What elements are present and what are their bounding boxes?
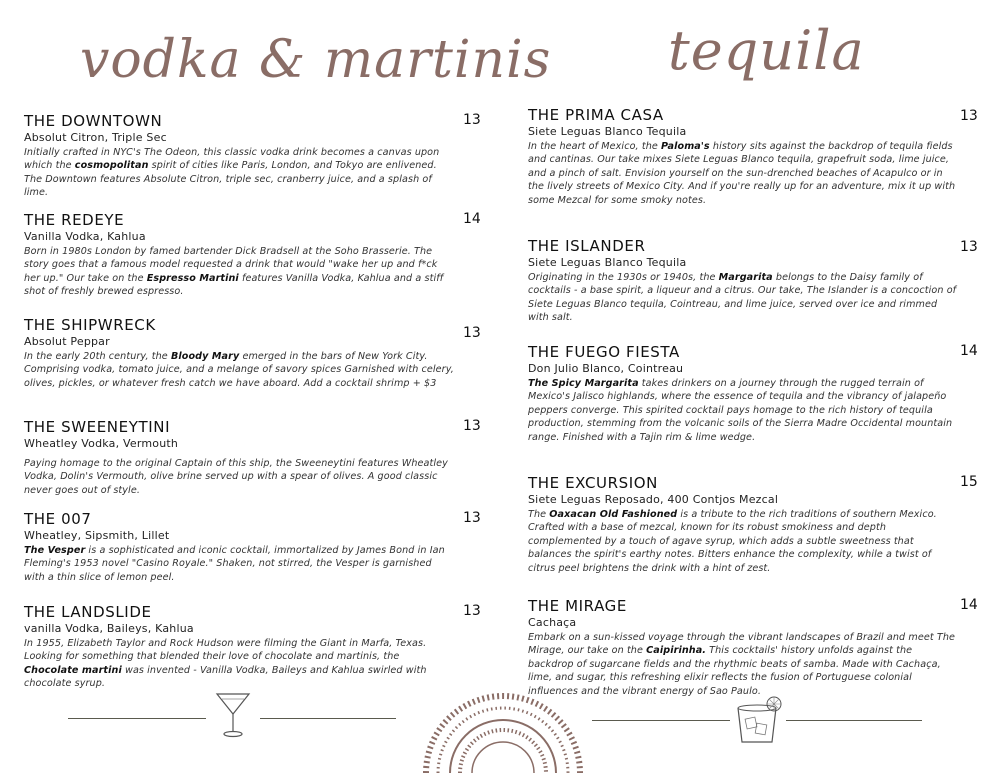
description-text: In the heart of Mexico, the: [528, 141, 662, 152]
item-name: THE SWEENEYTINI: [24, 418, 171, 436]
menu-item: [528, 237, 958, 325]
item-price: 13: [960, 108, 978, 124]
description-text: is a tribute to the rich traditions of southern Mexico. Crafted with a base of mezcal, known for its robust smokiness and depth complemented by a touch of agave syrup, which adds a subtle sweetness that balances the spirit's earthy notes. Bitters enhance the complexity, while a twist of citrus peel brightens the drink with a hint of zest.: [528, 509, 937, 574]
item-description: [24, 457, 454, 497]
item-name: THE DOWNTOWN: [24, 112, 163, 130]
item-ingredients: Siete Leguas Blanco Tequila: [528, 125, 687, 138]
item-description: [528, 377, 958, 444]
menu-item: [528, 343, 958, 444]
description-text: takes drinkers on a journey through the rugged terrain of Mexico's Jalisco highlands, where the essence of tequila and the vibrancy of jalapeño peppers converge. This spirited cocktail pays homage to the rich history of tequila production, stemming from the volcanic soils of the Sierra Madre Occidental mountain range. Finished with a Tajin rim & lime wedge.: [528, 378, 953, 443]
item-description: [528, 140, 958, 207]
item-price: 14: [960, 597, 978, 613]
description-text: belongs to the Daisy family of cocktails - a base spirit, a liqueur and a citrus. Our take, The Islander is a concoction of Siete Leguas Blanco tequila, Cointreau, and lime juice, served over ice and rimmed with salt.: [528, 272, 957, 324]
item-name: THE ISLANDER: [528, 237, 646, 255]
item-ingredients: Absolut Peppar: [24, 335, 110, 348]
item-price: 13: [463, 112, 481, 128]
cocktail-highlight: Margarita: [718, 272, 773, 283]
item-ingredients: Wheatley, Sipsmith, Lillet: [24, 529, 170, 542]
description-text: Paying homage to the original Captain of this ship, the Sweeneytini features Wheatley Vodka, Dolin's Vermouth, olive brine served up with a spear of olives. A good classic never goes out of style.: [24, 458, 448, 496]
item-description: [528, 271, 958, 325]
item-ingredients: Siete Leguas Blanco Tequila: [528, 256, 687, 269]
menu-item: [24, 510, 454, 584]
description-text: spirit of cities like Paris, London, and Tokyo are enlivened. The Downtown features Absolute Citron, triple sec, cranberry juice, and a splash of lime.: [24, 160, 437, 199]
description-text: history sits against the backdrop of tequila fields and cantinas. Our take mixes Siete Leguas Blanco tequila, grapefruit soda, lime juice, and a pinch of salt. Envision yourself on the sun-drenched beaches of Acapulco or in the lively streets of Mexico City. And if you're really up for an adventure, mix it up with some Mezcal for some smoky notes.: [528, 141, 956, 206]
item-name: THE EXCURSION: [528, 474, 658, 492]
cocktail-highlight: Bloody Mary: [170, 351, 240, 362]
cocktail-highlight: The Vesper: [24, 545, 86, 556]
item-ingredients: Cachaça: [528, 616, 577, 629]
item-ingredients: Vanilla Vodka, Kahlua: [24, 230, 146, 243]
item-ingredients: vanilla Vodka, Baileys, Kahlua: [24, 622, 194, 635]
divider-line: [786, 720, 922, 721]
item-description: [528, 631, 958, 698]
menu-item: [528, 474, 958, 575]
dotted-arc-ornament: [418, 692, 588, 773]
item-price: 13: [960, 239, 978, 255]
description-text: features Vanilla Vodka, Kahlua and a stiff shot of freshly brewed espresso.: [24, 272, 444, 298]
item-description: [24, 350, 454, 390]
item-price: 13: [463, 418, 481, 434]
description-text: Initially crafted in NYC's The Odeon, this classic vodka drink becomes a canvas upon which the: [24, 147, 440, 172]
cocktail-highlight: Chocolate martini: [24, 664, 122, 676]
description-text: In the early 20th century, the: [24, 351, 171, 362]
item-name: THE SHIPWRECK: [24, 316, 156, 334]
divider-line: [592, 720, 730, 721]
item-price: 13: [463, 510, 481, 526]
item-description: [24, 637, 454, 691]
menu-item: [528, 597, 958, 698]
item-ingredients: Absolut Citron, Triple Sec: [24, 131, 167, 144]
item-name: THE LANDSLIDE: [24, 603, 152, 621]
description-text: emerged in the bars of New York City. Comprising vodka, tomato juice, and a melange of savory spices Garnished with celery, olives, pickles, or whatever fresh catch we have aboard. Add a cocktail shrimp + $3: [24, 351, 454, 389]
cocktail-highlight: cosmopolitan: [74, 160, 149, 172]
section-title-tequila: tequila: [668, 19, 865, 82]
item-price: 15: [960, 474, 978, 490]
cocktail-highlight: Espresso Martini: [146, 272, 239, 284]
item-description: [24, 146, 454, 200]
item-ingredients: Wheatley Vodka, Vermouth: [24, 437, 179, 450]
menu-item: [24, 211, 454, 299]
item-price: 14: [960, 343, 978, 359]
menu-item: [24, 418, 454, 497]
divider-line: [68, 718, 206, 719]
cocktail-highlight: Caipirinha.: [646, 645, 707, 657]
item-name: THE MIRAGE: [528, 597, 627, 615]
cocktail-highlight: Paloma's: [661, 141, 710, 152]
item-description: [24, 544, 454, 584]
item-description: [24, 245, 454, 299]
item-ingredients: Siete Leguas Reposado, 400 Contjos Mezcal: [528, 493, 779, 506]
cocktail-highlight: Oaxacan Old Fashioned: [549, 509, 678, 520]
item-ingredients: Don Julio Blanco, Cointreau: [528, 362, 684, 375]
description-text: In 1955, Elizabeth Taylor and Rock Hudson were filming the Giant in Marfa, Texas. Looking for something that blended their love of chocolate and martinis, the: [24, 638, 427, 663]
description-text: is a sophisticated and iconic cocktail, immortalized by James Bond in Ian Fleming's 1953 novel "Casino Royale." Shaken, not stirred, the Vesper is garnished with a thin slice of lemon peel.: [24, 545, 445, 583]
cocktail-highlight: The Spicy Margarita: [528, 378, 639, 389]
item-name: THE PRIMA CASA: [528, 106, 664, 124]
item-name: THE 007: [24, 510, 92, 528]
section-title-vodka-martinis: vodka & martinis: [80, 30, 552, 90]
description-text: The: [528, 509, 550, 520]
item-price: 13: [463, 603, 481, 619]
divider-line: [260, 718, 396, 719]
menu-item: [24, 603, 454, 691]
item-price: 14: [463, 211, 481, 227]
description-text: Born in 1980s London by famed bartender Dick Bradsell at the Soho Brasserie. The story goes that a famous model requested a drink that would "wake her up and f*ck her up." Our take on the: [24, 246, 438, 284]
item-name: THE REDEYE: [24, 211, 125, 229]
martini-glass-icon: [214, 690, 252, 740]
description-text: was invented - Vanilla Vodka, Baileys and Kahlua swirled with chocolate syrup.: [24, 664, 427, 690]
description-text: Originating in the 1930s or 1940s, the: [528, 272, 719, 283]
description-text: This cocktails' history unfolds against the backdrop of sugarcane fields and the rhythmic beats of samba. Made with Cachaça, lime, and sugar, this refreshing elixir reflects the fusion of Portuguese colonial influences and the vibrant energy of Sao Paulo.: [528, 645, 941, 697]
description-text: Embark on a sun-kissed voyage through the vibrant landscapes of Brazil and meet The Mirage, our take on the: [528, 632, 956, 657]
old-fashioned-glass-icon: [732, 694, 784, 746]
menu-item: [24, 316, 454, 390]
menu-item: [528, 106, 958, 207]
menu-item: [24, 112, 454, 200]
item-name: THE FUEGO FIESTA: [528, 343, 680, 361]
item-description: [528, 508, 958, 575]
item-price: 13: [463, 325, 481, 341]
